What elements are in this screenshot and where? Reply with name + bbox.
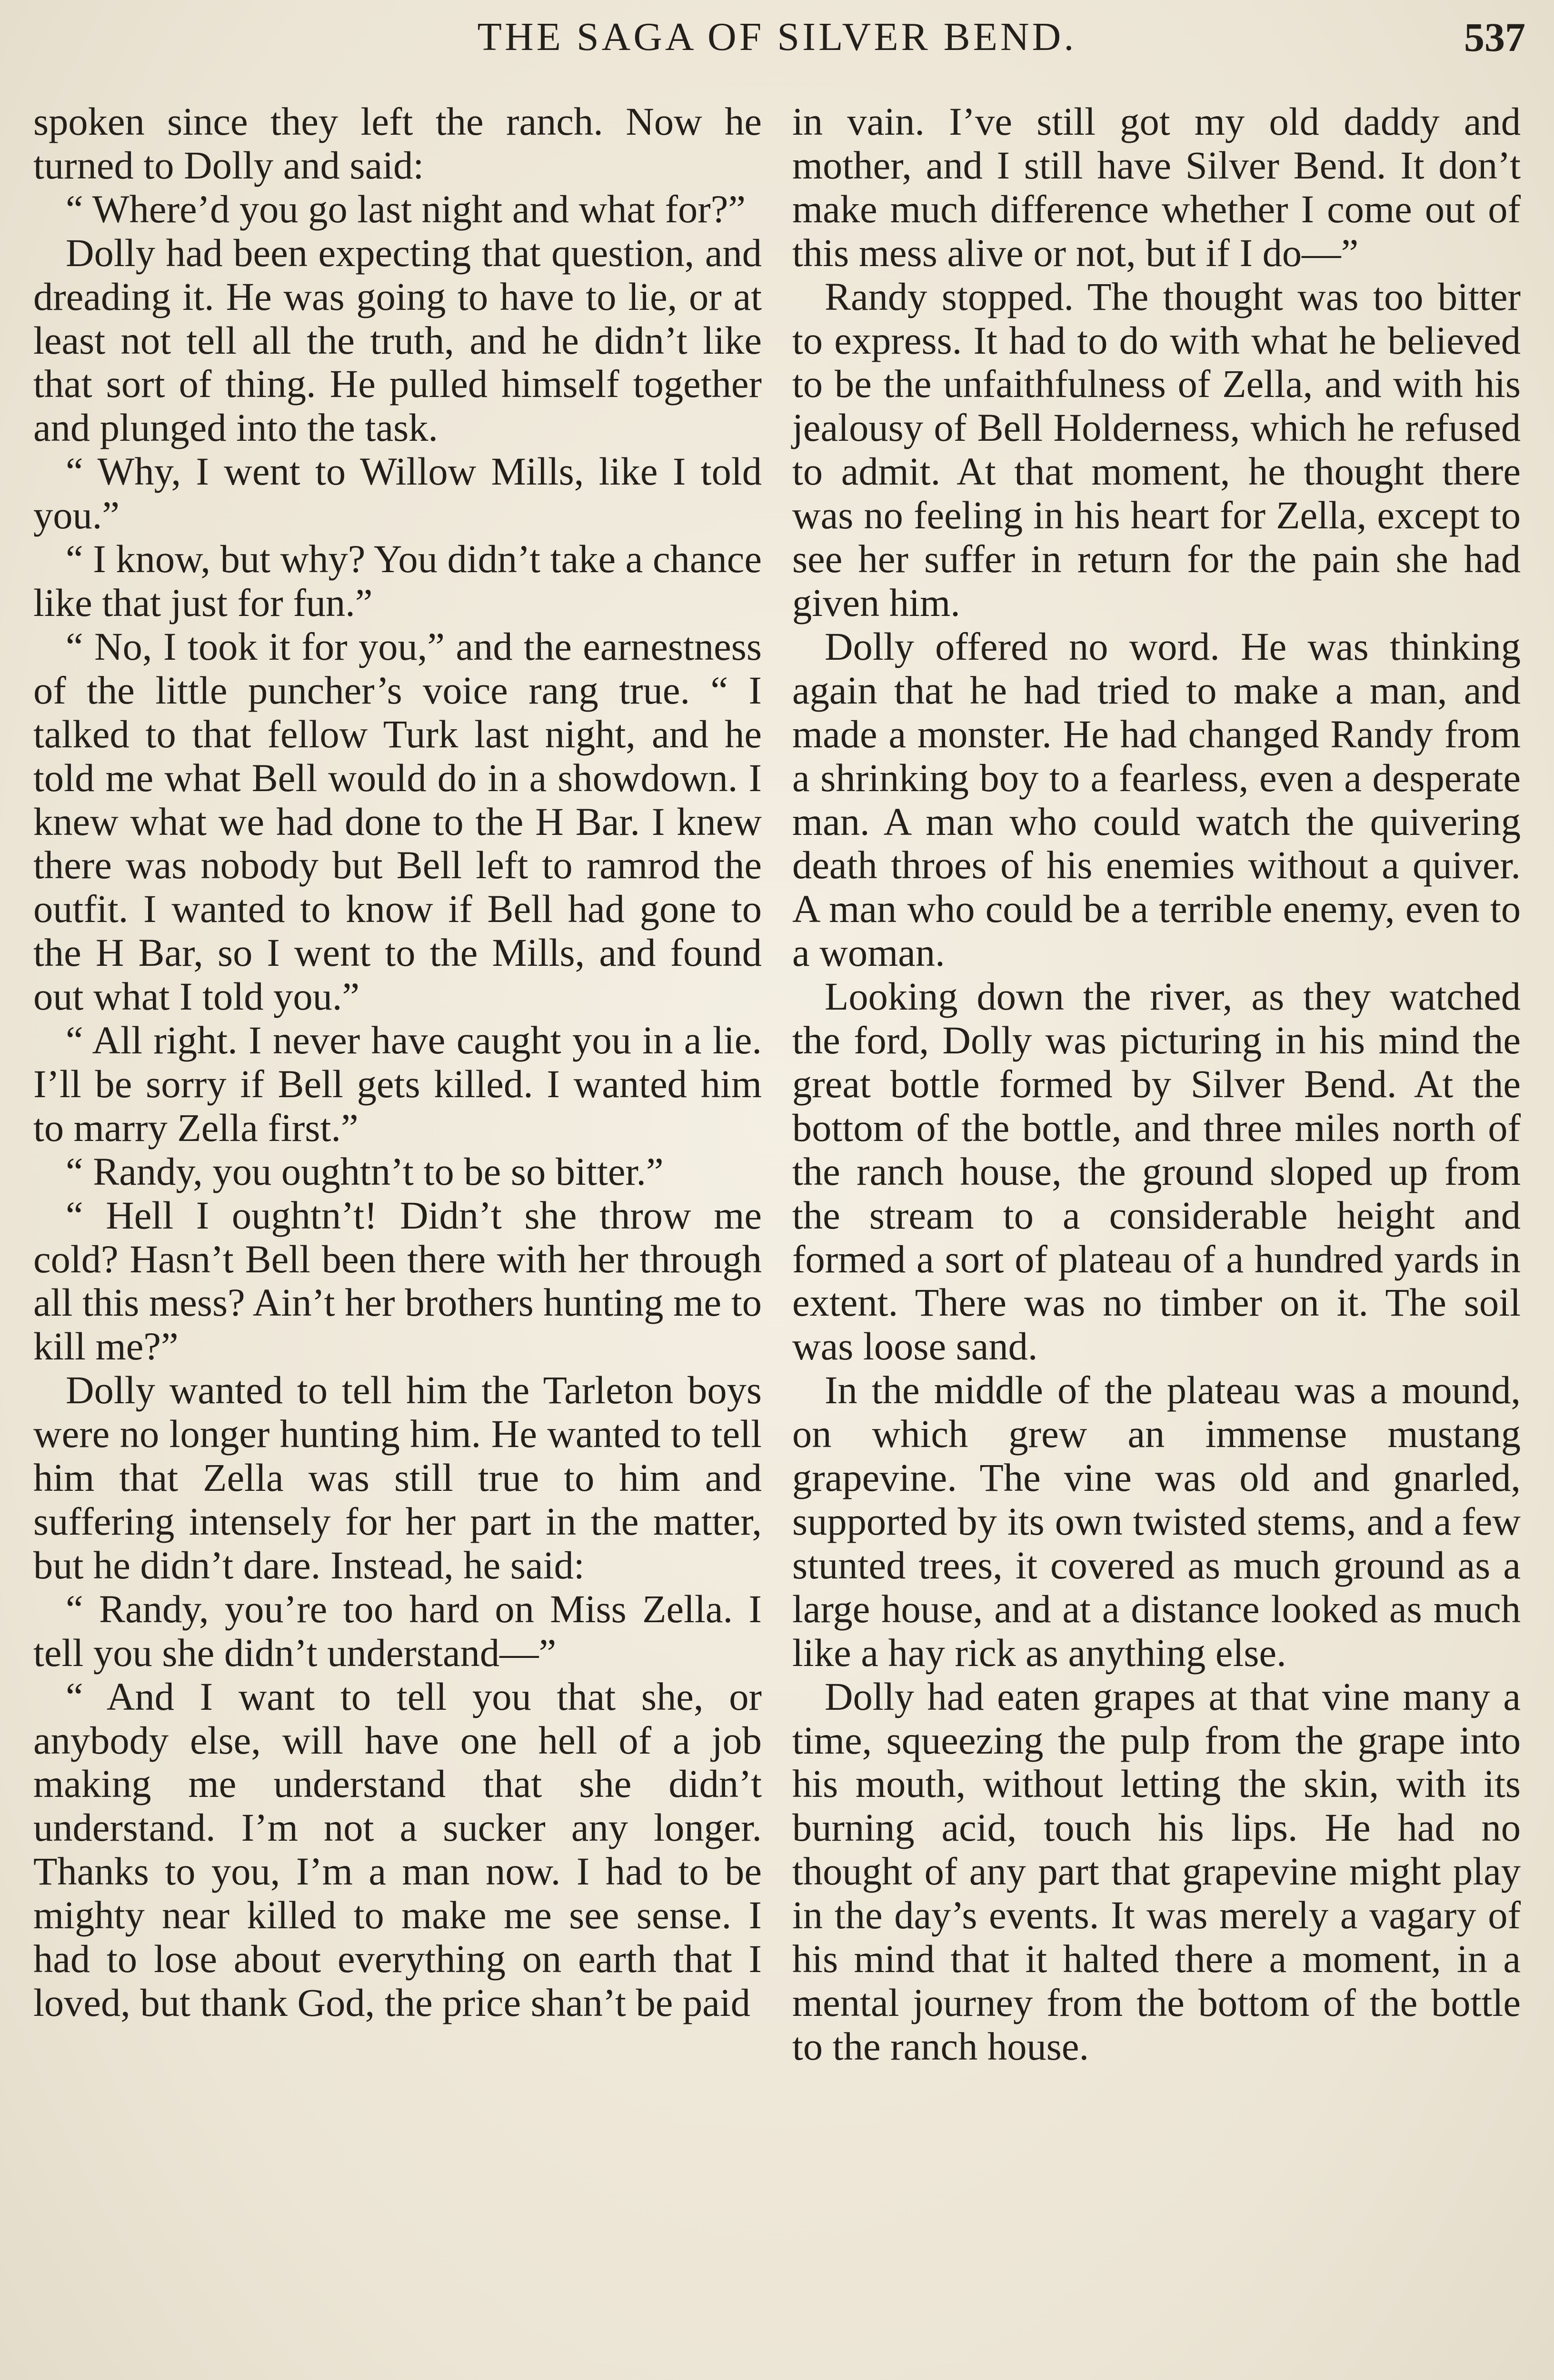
left-column bbox=[33, 100, 762, 2025]
paragraph: “ Randy, you oughtn’t to be so bitter.” bbox=[66, 1149, 664, 1193]
paragraph: “ Where’d you go last night and what for?” bbox=[66, 187, 746, 231]
paragraph: spoken since they left the ranch. Now he turned to Dolly and said: bbox=[33, 99, 762, 187]
paragraph: “ And I want to tell you that she, or anybody else, will have one hell of a job making me understand that she didn’t understand. I’m not a sucker any longer. Thanks to you, I’m a man now. I had to be mighty near killed to make me see sense. I had to lose about everything on earth that I loved, but thank God, the price shan’t be paid bbox=[33, 1674, 762, 2024]
paragraph: Dolly had eaten grapes at that vine many a time, squeezing the pulp from the grape into his mouth, without letting the skin, with its burning acid, touch his lips. He had no thought of any part that grapevine might play in the day’s events. It was merely a vagary of his mind that it halted there a moment, in a mental journey from the bottom of the bottle to the ranch house. bbox=[792, 1674, 1521, 2068]
paragraph: in vain. I’ve still got my old daddy and mother, and I still have Silver Bend. It don’t make much difference whether I come out of this mess alive or not, but if I do—” bbox=[792, 99, 1521, 275]
paragraph: “ All right. I never have caught you in a lie. I’ll be sorry if Bell gets killed. I wanted him to marry Zella first.” bbox=[33, 1018, 762, 1150]
paragraph: “ Hell I oughtn’t! Didn’t she throw me cold? Hasn’t Bell been there with her through all this mess? Ain’t her brothers hunting me to kill me?” bbox=[33, 1193, 762, 1368]
paragraph: “ Randy, you’re too hard on Miss Zella. I tell you she didn’t understand—” bbox=[33, 1587, 762, 1675]
paragraph: Dolly wanted to tell him the Tarleton boys were no longer hunting him. He wanted to tell him that Zella was still true to him and suffering intensely for her part in the matter, but he didn’t dare. Instead, he said: bbox=[33, 1368, 762, 1587]
paragraph: “ No, I took it for you,” and the earnestness of the little puncher’s voice rang true. “ I talked to that fellow Turk last night, and he told me what Bell would do in a showdown. I knew what we had done to the H Bar. I knew there was nobody but Bell left to ramrod the outfit. I wanted to know if Bell had gone to the H Bar, so I went to the Mills, and found out what I told you.” bbox=[33, 624, 762, 1019]
paragraph: Randy stopped. The thought was too bitter to express. It had to do with what he believed to be the unfaithfulness of Zella, and with his jealousy of Bell Holderness, which he refused to admit. At that moment, he thought there was no feeling in his heart for Zella, except to see her suffer in return for the pain she had given him. bbox=[792, 274, 1521, 625]
running-title: THE SAGA OF SILVER BEND. bbox=[477, 15, 1077, 59]
right-column bbox=[792, 100, 1521, 2069]
page-number: 537 bbox=[1464, 14, 1525, 60]
paragraph: “ I know, but why? You didn’t take a chance like that just for fun.” bbox=[33, 537, 762, 625]
paragraph: Dolly offered no word. He was thinking again that he had tried to make a man, and made a monster. He had changed Randy from a shrinking boy to a fearless, even a desperate man. A man who could watch the quivering death throes of his enemies without a quiver. A man who could be a terrible enemy, even to a woman. bbox=[792, 624, 1521, 975]
paragraph: Looking down the river, as they watched the ford, Dolly was picturing in his mind the great bottle formed by Silver Bend. At the bottom of the bottle, and three miles north of the ranch house, the ground sloped up from the stream to a considerable height and formed a sort of plateau of a hundred yards in extent. There was no timber on it. The soil was loose sand. bbox=[792, 974, 1521, 1368]
paragraph: Dolly had been expecting that question, and dreading it. He was going to have to lie, or at least not tell all the truth, and he didn’t like that sort of thing. He pulled himself together and plunged into the task. bbox=[33, 230, 762, 450]
page-header bbox=[29, 9, 1525, 66]
paragraph: “ Why, I went to Willow Mills, like I told you.” bbox=[33, 449, 762, 537]
paragraph: In the middle of the plateau was a mound, on which grew an immense mustang grapevine. The vine was old and gnarled, supported by its own twisted stems, and a few stunted trees, it covered as much ground as a large house, and at a distance looked as much like a hay rick as anything else. bbox=[792, 1368, 1521, 1675]
